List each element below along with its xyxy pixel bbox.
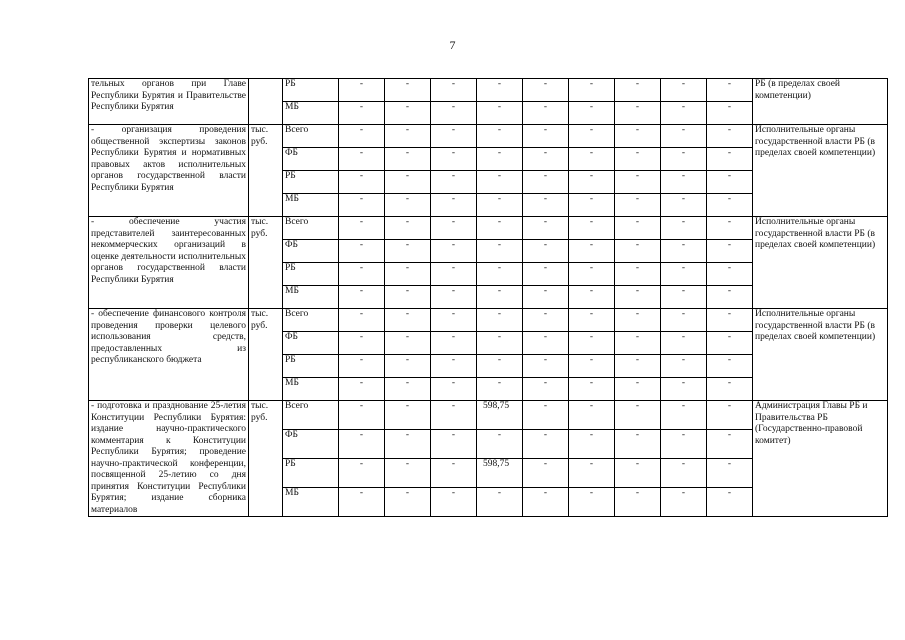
value-cell: -: [707, 240, 753, 263]
value-cell: -: [339, 332, 385, 355]
value-cell: -: [615, 148, 661, 171]
value-cell: -: [661, 309, 707, 332]
funding-source: РБ: [283, 355, 339, 378]
value-cell: -: [385, 125, 431, 148]
value-cell: -: [431, 217, 477, 240]
value-cell: -: [339, 217, 385, 240]
value-cell: -: [339, 171, 385, 194]
value-cell: -: [385, 355, 431, 378]
value-cell: -: [431, 286, 477, 309]
value-cell: -: [661, 263, 707, 286]
value-cell: -: [431, 459, 477, 488]
value-cell: -: [523, 263, 569, 286]
value-cell: -: [431, 378, 477, 401]
value-cell: -: [707, 125, 753, 148]
value-cell: -: [523, 217, 569, 240]
value-cell: -: [615, 430, 661, 459]
value-cell: -: [477, 125, 523, 148]
executor-cell: Исполнительные органы государственной власти РБ (в пределах своей компетенции): [753, 125, 888, 217]
value-cell: -: [339, 430, 385, 459]
value-cell: -: [569, 263, 615, 286]
executor-cell: Администрация Главы РБ и Правительства РБ (Государственно-правовой комитет): [753, 401, 888, 517]
value-cell: -: [569, 240, 615, 263]
value-cell: -: [385, 240, 431, 263]
value-cell: -: [569, 401, 615, 430]
value-cell: -: [385, 332, 431, 355]
value-cell: -: [385, 217, 431, 240]
value-cell: -: [615, 171, 661, 194]
funding-source: ФБ: [283, 332, 339, 355]
value-cell: -: [339, 102, 385, 125]
value-cell: -: [431, 355, 477, 378]
value-cell: -: [523, 102, 569, 125]
value-cell: -: [477, 263, 523, 286]
value-cell: -: [707, 355, 753, 378]
funding-source: МБ: [283, 102, 339, 125]
value-cell: -: [523, 332, 569, 355]
value-cell: -: [569, 459, 615, 488]
value-cell: -: [615, 286, 661, 309]
value-cell: -: [661, 240, 707, 263]
value-cell: -: [569, 286, 615, 309]
executor-cell: Исполнительные органы государственной власти РБ (в пределах своей компетенции): [753, 217, 888, 309]
value-cell: -: [707, 332, 753, 355]
value-cell: -: [477, 355, 523, 378]
value-cell: -: [661, 488, 707, 517]
value-cell: -: [569, 355, 615, 378]
value-cell: -: [569, 79, 615, 102]
value-cell: -: [385, 430, 431, 459]
unit-cell: тыс. руб.: [249, 217, 283, 309]
value-cell: -: [661, 378, 707, 401]
value-cell: -: [431, 430, 477, 459]
value-cell: -: [477, 79, 523, 102]
value-cell: -: [385, 488, 431, 517]
unit-cell: [249, 79, 283, 125]
value-cell: -: [339, 79, 385, 102]
value-cell: -: [477, 309, 523, 332]
funding-source: Всего: [283, 217, 339, 240]
value-cell: -: [385, 263, 431, 286]
funding-source: Всего: [283, 125, 339, 148]
value-cell: -: [477, 217, 523, 240]
value-cell: -: [707, 102, 753, 125]
value-cell: -: [385, 102, 431, 125]
value-cell: -: [385, 194, 431, 217]
funding-source: РБ: [283, 459, 339, 488]
value-cell: -: [707, 79, 753, 102]
funding-source: Всего: [283, 309, 339, 332]
value-cell: -: [431, 309, 477, 332]
value-cell: -: [523, 488, 569, 517]
funding-source: РБ: [283, 79, 339, 102]
value-cell: -: [615, 102, 661, 125]
unit-cell: тыс. руб.: [249, 401, 283, 517]
value-cell: -: [569, 217, 615, 240]
unit-cell: тыс. руб.: [249, 309, 283, 401]
value-cell: -: [477, 488, 523, 517]
value-cell: -: [431, 488, 477, 517]
table-row: [89, 217, 888, 240]
value-cell: -: [385, 286, 431, 309]
funding-source: МБ: [283, 194, 339, 217]
value-cell: -: [477, 240, 523, 263]
value-cell: -: [707, 171, 753, 194]
value-cell: -: [661, 125, 707, 148]
value-cell: -: [431, 240, 477, 263]
value-cell: -: [707, 263, 753, 286]
value-cell: -: [385, 79, 431, 102]
funding-source: ФБ: [283, 430, 339, 459]
value-cell: -: [431, 401, 477, 430]
value-cell: -: [569, 332, 615, 355]
value-cell: -: [615, 125, 661, 148]
value-cell: -: [523, 148, 569, 171]
value-cell: -: [661, 194, 707, 217]
value-cell: -: [431, 148, 477, 171]
value-cell: -: [523, 125, 569, 148]
value-cell: -: [661, 217, 707, 240]
value-cell: -: [477, 171, 523, 194]
activity-description: - подготовка и празднование 25-летия Конституции Республики Бурятия: издание научно-практического комментария к Конституции Республики Бурятия; проведение научно-практической конференции, посвященной 25-летию со дня принятия Конституции Республики Бурятия; издание сборника материалов: [89, 401, 249, 517]
value-cell: -: [569, 125, 615, 148]
value-cell: -: [431, 102, 477, 125]
value-cell: -: [707, 286, 753, 309]
value-cell: -: [615, 309, 661, 332]
unit-cell: тыс. руб.: [249, 125, 283, 217]
value-cell: -: [661, 79, 707, 102]
value-cell: -: [339, 263, 385, 286]
value-cell: -: [661, 459, 707, 488]
value-cell: -: [615, 217, 661, 240]
executor-cell: РБ (в пределах своей компетенции): [753, 79, 888, 125]
value-cell: -: [661, 102, 707, 125]
value-cell: -: [615, 401, 661, 430]
value-cell: -: [385, 171, 431, 194]
value-cell: -: [661, 332, 707, 355]
value-cell: -: [385, 401, 431, 430]
value-cell: -: [477, 332, 523, 355]
value-cell: -: [385, 148, 431, 171]
value-cell: -: [661, 286, 707, 309]
value-cell: -: [385, 459, 431, 488]
value-cell: -: [707, 148, 753, 171]
value-cell: -: [569, 309, 615, 332]
value-cell: -: [523, 194, 569, 217]
executor-cell: Исполнительные органы государственной власти РБ (в пределах своей компетенции): [753, 309, 888, 401]
activity-description: - обеспечение финансового контроля проведения проверки целевого использования средств, предоставленных из республиканского бюджета: [89, 309, 249, 401]
value-cell: -: [523, 430, 569, 459]
value-cell: -: [339, 355, 385, 378]
value-cell: -: [707, 194, 753, 217]
value-cell: -: [339, 401, 385, 430]
value-cell: -: [615, 459, 661, 488]
value-cell: -: [477, 378, 523, 401]
value-cell: -: [661, 148, 707, 171]
value-cell: -: [615, 263, 661, 286]
value-cell: -: [523, 240, 569, 263]
value-cell: -: [707, 378, 753, 401]
value-cell: -: [661, 355, 707, 378]
value-cell: -: [523, 309, 569, 332]
program-table: [88, 78, 888, 517]
value-cell: -: [569, 148, 615, 171]
activity-description: - организация проведения общественной экспертизы законов Республики Бурятия и нормативных правовых актов исполнительных органов государственной власти Республики Бурятия: [89, 125, 249, 217]
funding-source: ФБ: [283, 240, 339, 263]
value-cell: -: [707, 217, 753, 240]
value-cell: -: [569, 102, 615, 125]
value-cell: 598,75: [477, 459, 523, 488]
funding-source: МБ: [283, 378, 339, 401]
value-cell: -: [339, 148, 385, 171]
funding-source: МБ: [283, 488, 339, 517]
value-cell: -: [523, 459, 569, 488]
value-cell: -: [431, 194, 477, 217]
value-cell: -: [569, 194, 615, 217]
value-cell: -: [707, 488, 753, 517]
value-cell: -: [523, 355, 569, 378]
table-row: [89, 309, 888, 332]
value-cell: -: [523, 171, 569, 194]
funding-source: МБ: [283, 286, 339, 309]
value-cell: -: [707, 430, 753, 459]
funding-source: РБ: [283, 171, 339, 194]
value-cell: -: [615, 355, 661, 378]
table-row: [89, 125, 888, 148]
value-cell: -: [339, 309, 385, 332]
value-cell: -: [339, 378, 385, 401]
value-cell: -: [339, 125, 385, 148]
value-cell: -: [707, 309, 753, 332]
value-cell: -: [569, 378, 615, 401]
funding-source: РБ: [283, 263, 339, 286]
funding-source: ФБ: [283, 148, 339, 171]
value-cell: -: [569, 488, 615, 517]
value-cell: -: [707, 401, 753, 430]
value-cell: -: [661, 430, 707, 459]
value-cell: -: [477, 194, 523, 217]
value-cell: -: [523, 378, 569, 401]
value-cell: -: [569, 430, 615, 459]
activity-description: - обеспечение участия представителей заинтересованных некоммерческих организаций в оценке деятельности исполнительных органов государственной власти Республики Бурятия: [89, 217, 249, 309]
value-cell: -: [615, 332, 661, 355]
value-cell: -: [477, 148, 523, 171]
value-cell: -: [385, 378, 431, 401]
value-cell: -: [431, 171, 477, 194]
value-cell: -: [569, 171, 615, 194]
value-cell: -: [431, 79, 477, 102]
value-cell: -: [523, 286, 569, 309]
value-cell: -: [615, 79, 661, 102]
value-cell: -: [339, 194, 385, 217]
value-cell: -: [477, 286, 523, 309]
value-cell: -: [339, 286, 385, 309]
value-cell: -: [431, 263, 477, 286]
activity-description: тельных органов при Главе Республики Бурятия и Правительстве Республики Бурятия: [89, 79, 249, 125]
value-cell: -: [431, 332, 477, 355]
value-cell: -: [615, 378, 661, 401]
value-cell: -: [661, 401, 707, 430]
value-cell: -: [477, 430, 523, 459]
value-cell: -: [707, 459, 753, 488]
table-row: [89, 79, 888, 102]
value-cell: -: [523, 79, 569, 102]
page-number: 7: [449, 38, 456, 52]
value-cell: -: [431, 125, 477, 148]
value-cell: -: [339, 459, 385, 488]
table-row: [89, 401, 888, 430]
value-cell: -: [339, 240, 385, 263]
value-cell: -: [523, 401, 569, 430]
value-cell: -: [385, 309, 431, 332]
value-cell: -: [477, 102, 523, 125]
value-cell: -: [339, 488, 385, 517]
value-cell: 598,75: [477, 401, 523, 430]
funding-source: Всего: [283, 401, 339, 430]
value-cell: -: [615, 488, 661, 517]
value-cell: -: [615, 240, 661, 263]
value-cell: -: [615, 194, 661, 217]
value-cell: -: [661, 171, 707, 194]
